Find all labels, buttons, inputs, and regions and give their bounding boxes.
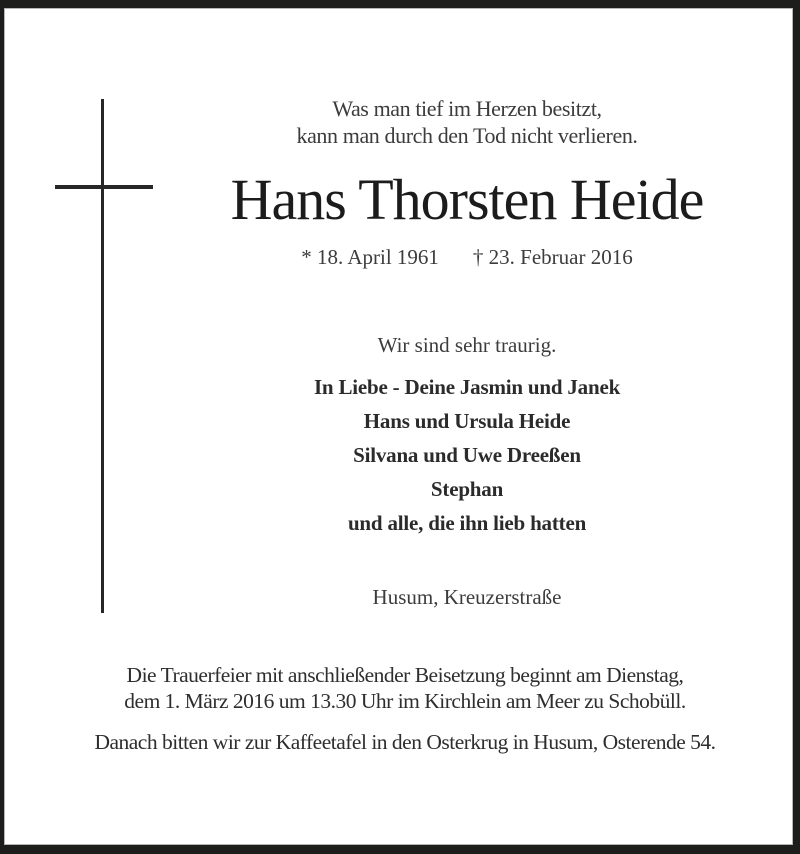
service-info-line-2: dem 1. März 2016 um 13.30 Uhr im Kirchlein am Meer zu Schobüll. (124, 689, 686, 713)
mourner-line: Hans und Ursula Heide (363, 409, 571, 433)
obituary-page (4, 8, 793, 845)
death-date: † 23. Februar 2016 (472, 245, 633, 269)
mourner-line: Stephan (430, 477, 504, 501)
reception-info: Danach bitten wir zur Kaffeetafel in den Osterkrug in Husum, Osterende 54. (94, 730, 716, 754)
service-info-line-1: Die Trauerfeier mit anschließender Beisetzung beginnt am Dienstag, (126, 663, 684, 687)
memorial-cross-vertical-bar (101, 99, 104, 613)
epigraph-line-1: Was man tief im Herzen besitzt, (332, 96, 602, 121)
service-info (18, 662, 792, 714)
mourners-list (142, 370, 792, 540)
grief-statement: Wir sind sehr traurig. (377, 333, 557, 357)
residence-line: Husum, Kreuzerstraße (372, 585, 562, 609)
epigraph (142, 95, 792, 149)
mourner-line: und alle, die ihn lieb hatten (347, 511, 587, 535)
life-dates (142, 245, 792, 270)
mourner-line: Silvana und Uwe Dreeßen (353, 443, 581, 467)
mourner-line: In Liebe - Deine Jasmin und Janek (313, 375, 621, 399)
epigraph-line-2: kann man durch den Tod nicht verlieren. (296, 123, 638, 148)
memorial-cross-horizontal-bar (55, 185, 153, 189)
deceased-name: Hans Thorsten Heide (230, 167, 704, 232)
birth-date: * 18. April 1961 (301, 245, 439, 269)
